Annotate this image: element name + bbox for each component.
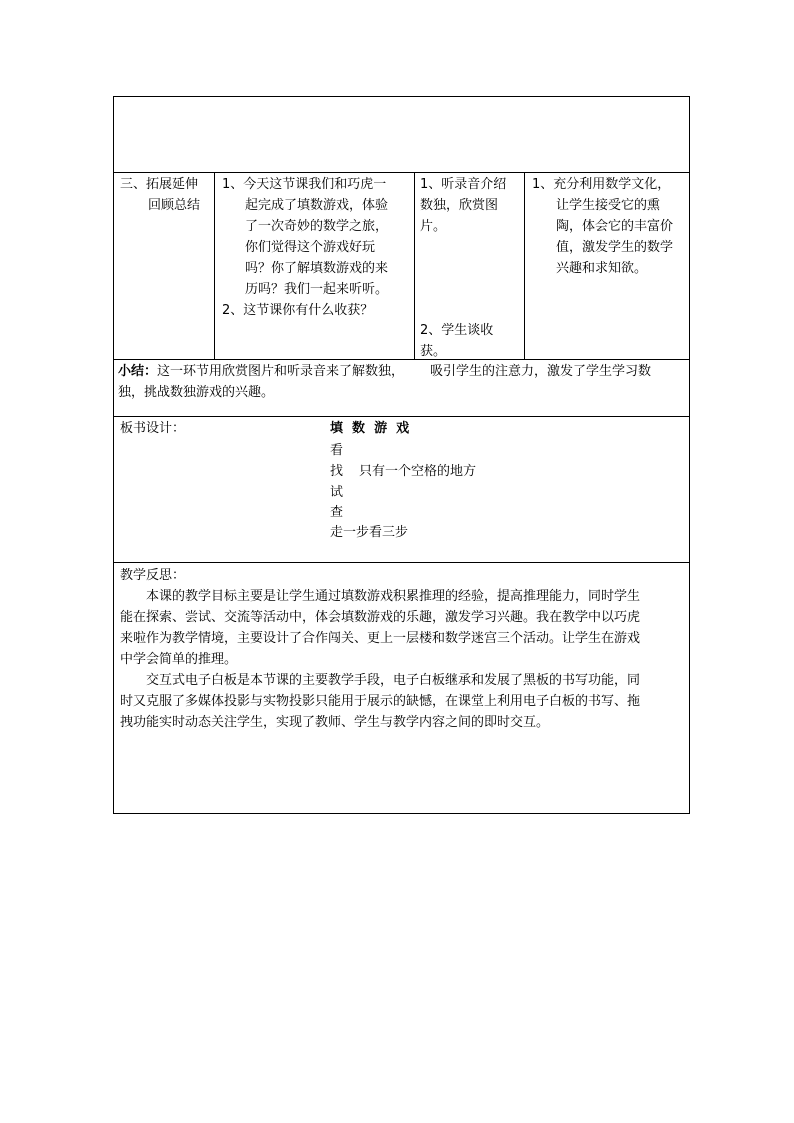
reflection-line: 拽功能实时动态关注学生，实现了教师、学生与教学内容之间的即时交互。 [120,715,550,730]
board-step: 试 [330,485,344,500]
row-divider [114,562,689,563]
student-line: 2、学生谈收 [420,323,494,338]
intent-line: 值，激发学生的数学 [556,240,674,255]
intent-line: 陶，体会它的丰富价 [556,219,674,234]
reflection-line: 本课的教学目标主要是让学生通过填数游戏积累推理的经验，提高推理能力，同时学生 [146,589,641,604]
reflection-line: 能在探索、尝试、交流等活动中，体会填数游戏的乐趣，激发学习兴趣。我在教学中以巧虎 [120,610,641,625]
column-divider [214,172,215,359]
board-label: 板书设计： [120,421,186,436]
student-line: 片。 [420,219,447,234]
intent-line: 1、充分利用数学文化， [532,177,671,192]
intent-line: 兴趣和求知欲。 [556,261,648,276]
summary-line [118,361,651,382]
summary-label: 小结： [118,364,158,379]
lesson-plan-table [113,96,690,814]
reflection-label: 教学反思： [120,568,186,583]
stage-subtitle: 回顾总结 [148,198,201,213]
summary-text: 这一环节用欣赏图片和听录音来了解数独， [157,364,405,379]
column-divider [414,172,415,359]
column-divider [524,172,525,359]
reflection-line: 来啦作为教学情境，主要设计了合作闯关、更上一层楼和数学迷宫三个活动。让学生在游戏 [120,631,641,646]
board-step: 看 [330,443,344,458]
teacher-line: 起完成了填数游戏，体验 [245,198,389,213]
teacher-line: 1、今天这节课我们和巧虎一 [222,177,387,192]
board-note: 只有一个空格的地方 [359,464,477,479]
board-step: 找 [330,464,344,479]
board-title: 填 数 游 戏 [330,421,410,436]
teacher-line: 了一次奇妙的数学之旅， [245,219,389,234]
student-line: 获。 [420,344,447,359]
summary-text: 吸引学生的注意力，激发了学生学习数 [430,364,652,379]
teacher-line: 吗？你了解填数游戏的来 [245,261,389,276]
board-step: 查 [330,505,344,520]
reflection-line: 时又克服了多媒体投影与实物投影只能用于展示的缺憾，在课堂上利用电子白板的书写、拖 [120,694,641,709]
board-motto: 走一步看三步 [330,525,409,540]
row-divider [114,172,689,173]
reflection-line: 中学会简单的推理。 [120,652,238,667]
row-divider [114,416,689,417]
teacher-question: 2、这节课你有什么收获？ [222,303,374,318]
reflection-line: 交互式电子白板是本节课的主要教学手段，电子白板继承和发展了黑板的书写功能，同 [146,673,641,688]
student-line: 数独，欣赏图 [420,198,499,213]
intent-line: 让学生接受它的熏 [556,198,661,213]
stage-title: 三、拓展延伸 [120,177,199,192]
row-divider [114,359,689,360]
student-line: 1、听录音介绍 [420,177,507,192]
teacher-line: 你们觉得这个游戏好玩 [245,240,376,255]
summary-line: 独，挑战数独游戏的兴趣。 [118,385,275,400]
teacher-line: 历吗？我们一起来听听。 [245,282,389,297]
